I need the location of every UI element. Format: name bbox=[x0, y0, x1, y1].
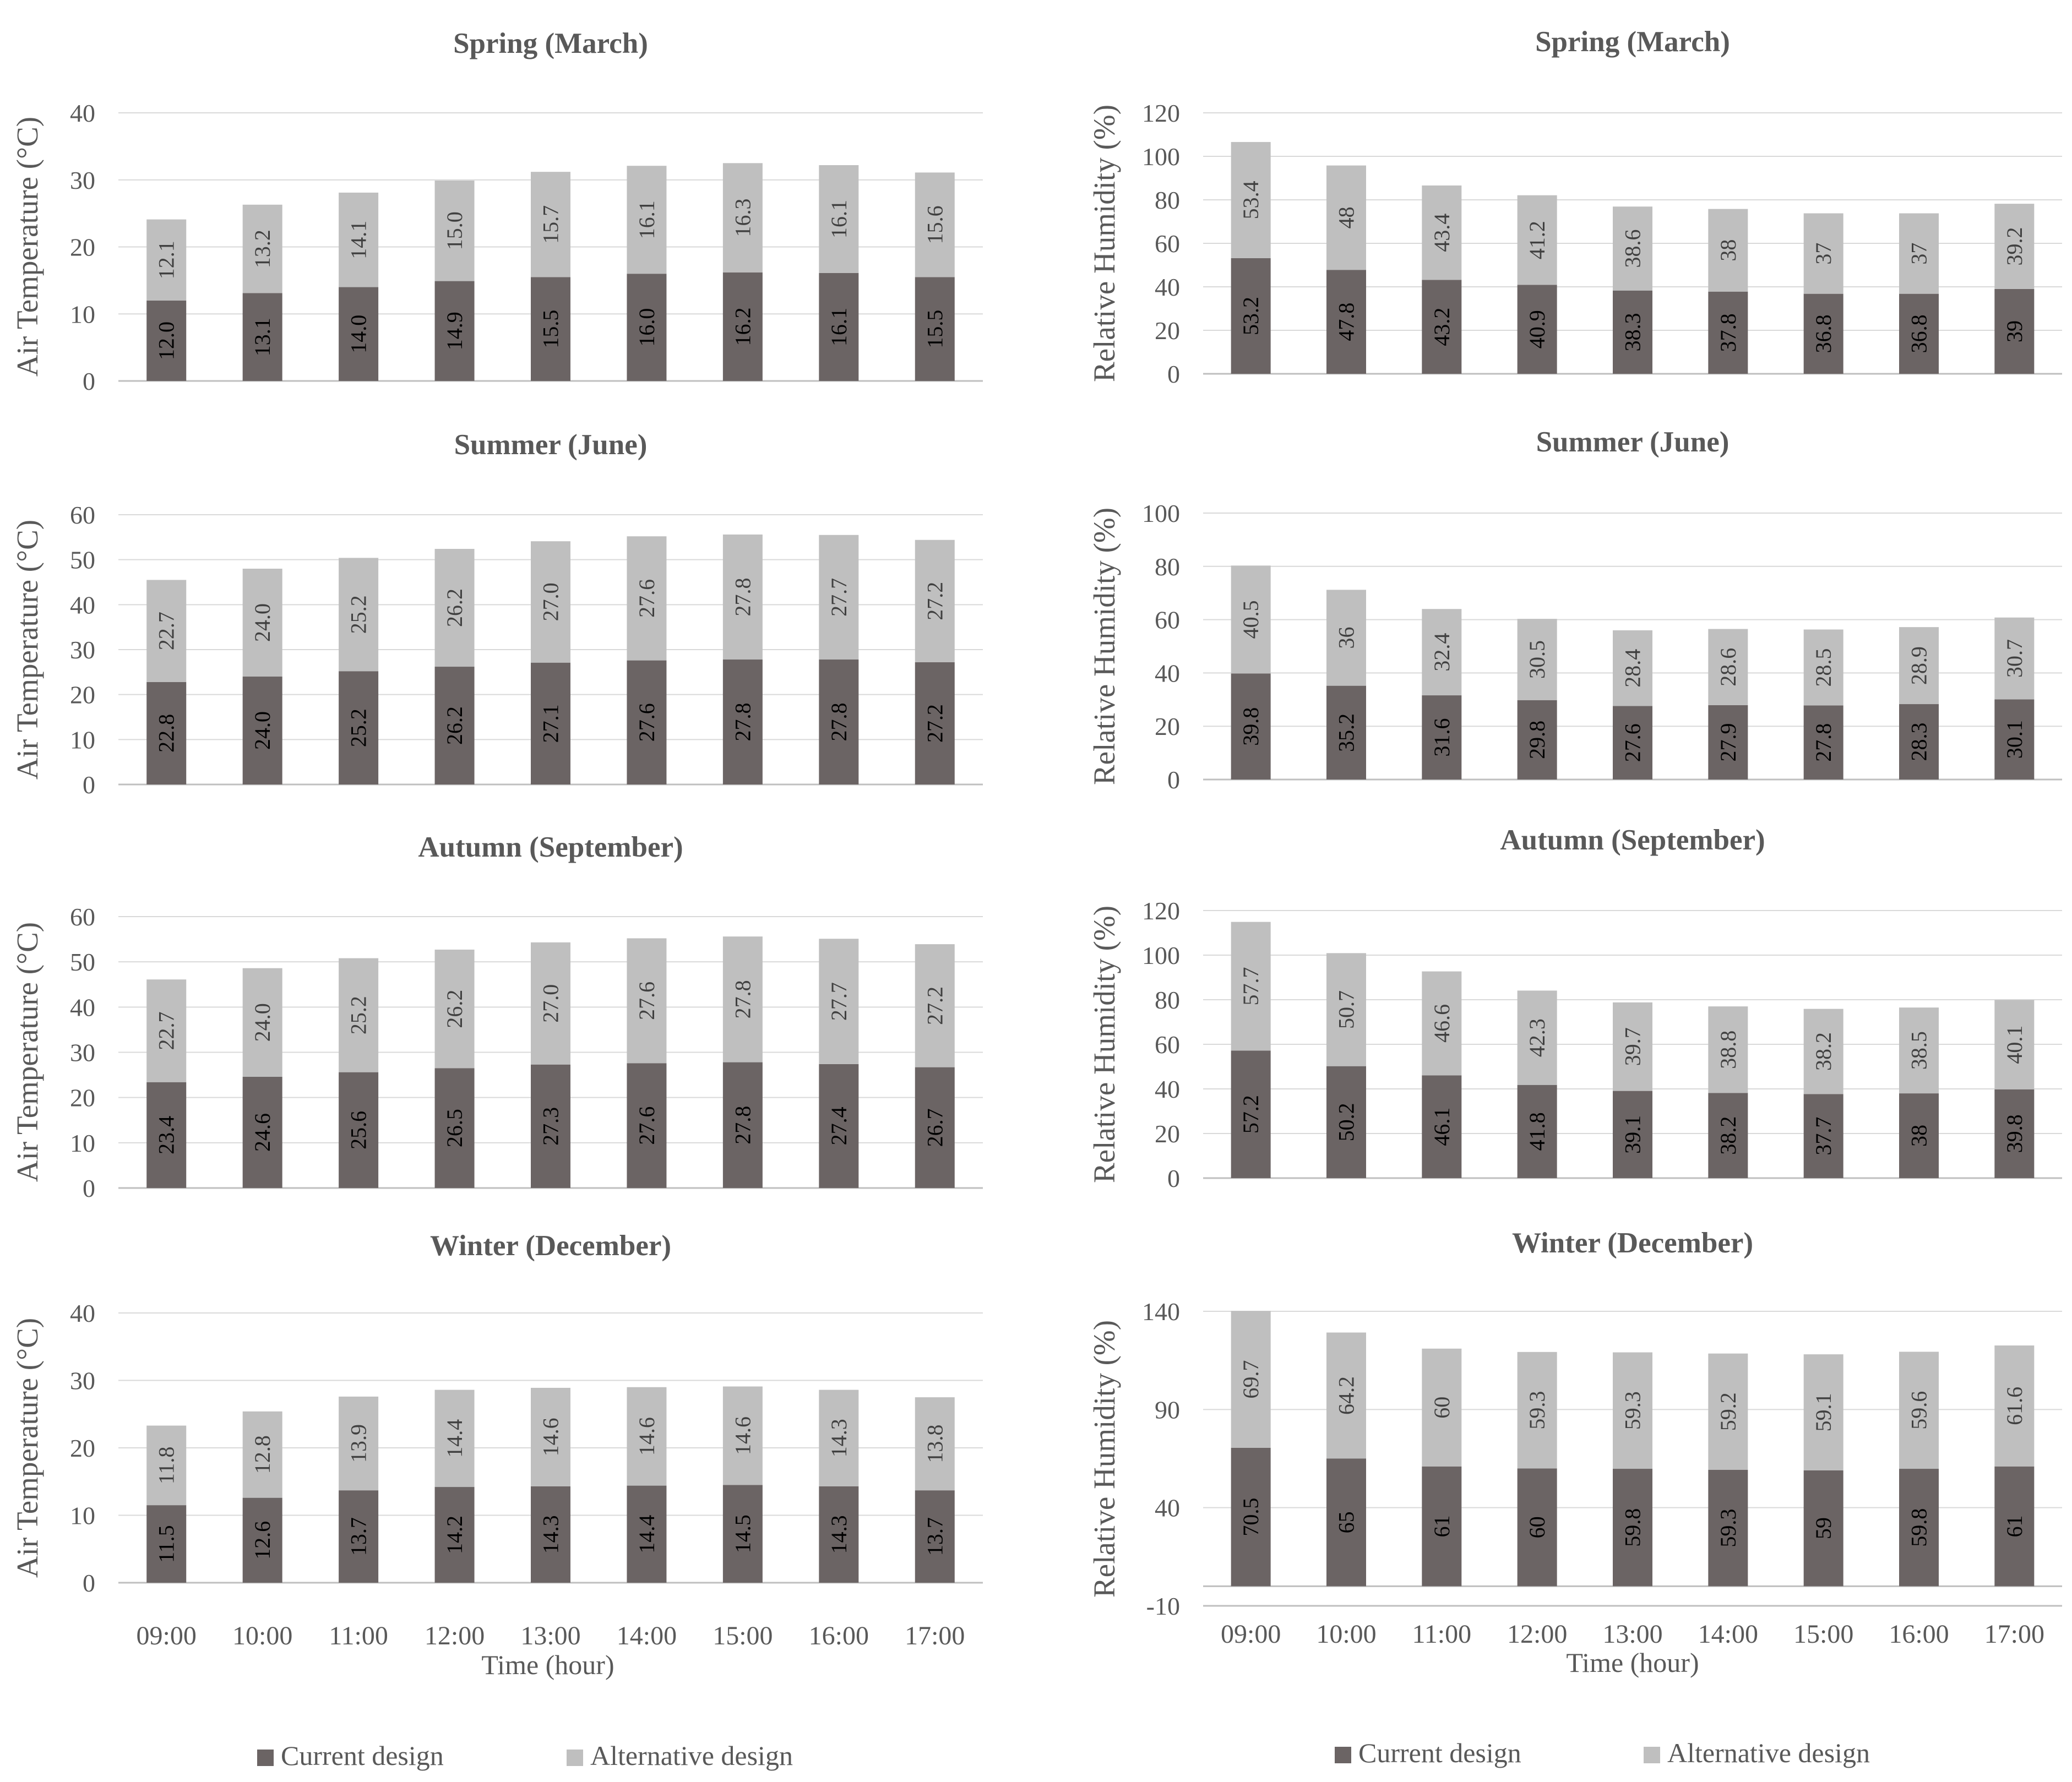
data-label-current: 30.1 bbox=[2002, 720, 2027, 759]
x-tick-label: 12:00 bbox=[1507, 1620, 1568, 1649]
y-tick-label: 40 bbox=[1155, 659, 1180, 688]
y-axis-label: Relative Humidity (%) bbox=[1087, 507, 1121, 786]
data-label-alternative: 27.2 bbox=[922, 581, 948, 620]
chart-5 bbox=[10, 831, 983, 1202]
data-label-alternative: 57.7 bbox=[1238, 967, 1264, 1006]
data-label-alternative: 13.9 bbox=[346, 1424, 371, 1463]
data-label-current: 59 bbox=[1811, 1517, 1836, 1540]
data-label-current: 47.8 bbox=[1334, 302, 1359, 341]
data-label-alternative: 22.7 bbox=[154, 1011, 179, 1050]
data-label-current: 14.3 bbox=[538, 1515, 563, 1554]
data-label-alternative: 61.6 bbox=[2002, 1386, 2027, 1425]
data-label-current: 27.9 bbox=[1715, 723, 1741, 762]
data-label-current: 14.9 bbox=[442, 312, 467, 351]
data-label-alternative: 59.1 bbox=[1811, 1393, 1836, 1432]
data-label-current: 26.7 bbox=[922, 1108, 948, 1147]
data-label-alternative: 40.1 bbox=[2002, 1025, 2027, 1064]
data-label-current: 24.6 bbox=[250, 1113, 275, 1152]
data-label-alternative: 26.2 bbox=[442, 989, 467, 1028]
y-tick-label: 40 bbox=[1155, 273, 1180, 301]
chart-title: Autumn (September) bbox=[418, 831, 683, 863]
data-label-alternative: 15.6 bbox=[922, 205, 948, 244]
x-tick-label: 17:00 bbox=[905, 1621, 965, 1650]
data-label-current: 35.2 bbox=[1334, 713, 1359, 752]
x-tick-label: 17:00 bbox=[1984, 1620, 2045, 1649]
data-label-alternative: 22.7 bbox=[154, 612, 179, 651]
data-label-current: 24.0 bbox=[250, 711, 275, 750]
data-label-current: 38 bbox=[1906, 1125, 1932, 1147]
data-label-current: 28.3 bbox=[1906, 722, 1932, 761]
y-tick-label: 20 bbox=[1155, 317, 1180, 345]
data-label-current: 26.2 bbox=[442, 706, 467, 745]
y-tick-label: 40 bbox=[1155, 1494, 1180, 1522]
legend-label-current: Current design bbox=[1358, 1737, 1521, 1768]
charts bbox=[10, 26, 2062, 1650]
legend-label-alternative: Alternative design bbox=[1667, 1737, 1870, 1768]
chart-title: Spring (March) bbox=[453, 28, 648, 59]
legend-label-alternative: Alternative design bbox=[590, 1740, 793, 1771]
data-label-current: 60 bbox=[1525, 1516, 1550, 1539]
data-label-alternative: 27.6 bbox=[634, 579, 659, 618]
chart-title: Winter (December) bbox=[429, 1230, 672, 1262]
data-label-alternative: 14.1 bbox=[346, 220, 371, 259]
data-label-alternative: 14.4 bbox=[442, 1419, 467, 1458]
data-label-alternative: 27.8 bbox=[730, 577, 755, 617]
data-label-alternative: 30.7 bbox=[2002, 639, 2027, 678]
x-tick-label: 10:00 bbox=[232, 1621, 293, 1650]
y-tick-label: 50 bbox=[70, 948, 95, 977]
data-label-alternative: 64.2 bbox=[1334, 1376, 1359, 1415]
y-tick-label: 30 bbox=[70, 166, 95, 194]
data-label-current: 27.8 bbox=[826, 702, 851, 742]
data-label-alternative: 42.3 bbox=[1525, 1018, 1550, 1058]
data-label-alternative: 24.0 bbox=[250, 603, 275, 642]
data-label-alternative: 38.6 bbox=[1620, 229, 1645, 268]
data-label-current: 27.4 bbox=[826, 1107, 851, 1146]
data-label-current: 26.5 bbox=[442, 1109, 467, 1148]
data-label-current: 13.1 bbox=[250, 318, 275, 357]
data-label-current: 27.8 bbox=[1811, 723, 1836, 762]
data-label-alternative: 13.2 bbox=[250, 230, 275, 269]
legend-swatch-current bbox=[1335, 1747, 1351, 1763]
data-label-alternative: 30.5 bbox=[1525, 640, 1550, 679]
y-tick-label: 30 bbox=[70, 636, 95, 664]
data-label-alternative: 39.2 bbox=[2002, 227, 2027, 266]
data-label-alternative: 28.9 bbox=[1906, 646, 1932, 685]
data-label-current: 27.6 bbox=[634, 703, 659, 742]
data-label-current: 59.8 bbox=[1906, 1508, 1932, 1547]
data-label-current: 14.2 bbox=[442, 1516, 467, 1555]
x-tick-label: 15:00 bbox=[713, 1621, 773, 1650]
chart-7 bbox=[10, 1230, 983, 1650]
data-label-alternative: 37 bbox=[1811, 242, 1836, 265]
x-tick-label: 16:00 bbox=[808, 1621, 869, 1650]
data-label-alternative: 12.1 bbox=[154, 241, 179, 280]
data-label-alternative: 15.7 bbox=[538, 205, 563, 244]
chart-8 bbox=[1087, 1227, 2062, 1649]
data-label-alternative: 27.7 bbox=[826, 982, 851, 1021]
data-label-alternative: 48 bbox=[1334, 206, 1359, 229]
data-label-current: 27.2 bbox=[922, 704, 948, 743]
data-label-alternative: 38.2 bbox=[1811, 1032, 1836, 1071]
data-label-current: 13.7 bbox=[346, 1517, 371, 1556]
y-tick-label: 20 bbox=[1155, 712, 1180, 741]
x-tick-label: 09:00 bbox=[1220, 1620, 1281, 1649]
data-label-alternative: 16.1 bbox=[826, 199, 851, 238]
data-label-current: 16.2 bbox=[730, 307, 755, 346]
x-tick-label: 15:00 bbox=[1793, 1620, 1854, 1649]
y-tick-label: 40 bbox=[70, 591, 95, 619]
x-tick-label: 11:00 bbox=[1412, 1620, 1472, 1649]
data-label-alternative: 59.3 bbox=[1620, 1391, 1645, 1430]
y-tick-label: 50 bbox=[70, 546, 95, 574]
y-tick-label: 40 bbox=[70, 1299, 95, 1327]
data-label-current: 15.5 bbox=[922, 309, 948, 348]
y-tick-label: 10 bbox=[70, 1129, 95, 1157]
data-label-current: 39.8 bbox=[2002, 1114, 2027, 1153]
data-label-current: 14.5 bbox=[730, 1514, 755, 1554]
data-label-alternative: 14.6 bbox=[730, 1416, 755, 1455]
y-tick-label: 30 bbox=[70, 1038, 95, 1067]
data-label-current: 27.6 bbox=[1620, 723, 1645, 762]
y-tick-label: 0 bbox=[1167, 360, 1180, 388]
data-label-current: 39.8 bbox=[1238, 707, 1264, 746]
x-tick-label: 10:00 bbox=[1316, 1620, 1377, 1649]
legend-left bbox=[257, 1740, 793, 1771]
data-label-alternative: 13.8 bbox=[922, 1424, 948, 1463]
data-label-alternative: 27.8 bbox=[730, 980, 755, 1019]
x-axis-label-left: Time (hour) bbox=[481, 1649, 614, 1680]
data-label-current: 16.0 bbox=[634, 308, 659, 347]
data-label-current: 37.7 bbox=[1811, 1116, 1836, 1156]
y-axis-label: Relative Humidity (%) bbox=[1087, 104, 1121, 383]
y-tick-label: 20 bbox=[70, 1434, 95, 1462]
y-tick-label: 60 bbox=[1155, 606, 1180, 634]
y-axis-label: Relative Humidity (%) bbox=[1087, 1320, 1121, 1598]
data-label-alternative: 38 bbox=[1715, 239, 1741, 261]
x-tick-label: 13:00 bbox=[520, 1621, 581, 1650]
data-label-current: 59.8 bbox=[1620, 1508, 1645, 1547]
y-tick-label: 0 bbox=[83, 367, 95, 395]
data-label-current: 29.8 bbox=[1525, 720, 1550, 759]
data-label-current: 13.7 bbox=[922, 1517, 948, 1556]
data-label-current: 27.3 bbox=[538, 1107, 563, 1146]
data-label-alternative: 28.5 bbox=[1811, 648, 1836, 687]
data-label-current: 27.8 bbox=[730, 1105, 755, 1145]
chart-2 bbox=[1087, 26, 2062, 388]
data-label-current: 38.3 bbox=[1620, 313, 1645, 352]
data-label-alternative: 27.6 bbox=[634, 981, 659, 1020]
y-tick-label: 30 bbox=[70, 1366, 95, 1395]
data-label-alternative: 40.5 bbox=[1238, 600, 1264, 639]
y-tick-label: 120 bbox=[1142, 99, 1180, 127]
x-tick-label: 14:00 bbox=[1698, 1620, 1759, 1649]
y-tick-label: 0 bbox=[83, 1174, 95, 1202]
data-label-current: 41.8 bbox=[1525, 1112, 1550, 1151]
data-label-current: 53.2 bbox=[1238, 296, 1264, 335]
data-label-current: 61 bbox=[1429, 1515, 1454, 1538]
data-label-alternative: 53.4 bbox=[1238, 181, 1264, 220]
y-tick-label: 60 bbox=[70, 501, 95, 529]
data-label-current: 27.1 bbox=[538, 704, 563, 743]
y-tick-label: 0 bbox=[83, 1569, 95, 1597]
data-label-alternative: 15.0 bbox=[442, 211, 467, 250]
x-tick-label: 16:00 bbox=[1889, 1620, 1949, 1649]
y-tick-label: 0 bbox=[1167, 1164, 1180, 1192]
y-tick-label: 120 bbox=[1142, 897, 1180, 925]
chart-title: Winter (December) bbox=[1511, 1227, 1754, 1259]
y-axis-label: Air Temperature (°C) bbox=[10, 922, 44, 1182]
data-label-current: 25.2 bbox=[346, 709, 371, 748]
legend-label-current: Current design bbox=[281, 1740, 444, 1771]
data-label-current: 37.8 bbox=[1715, 313, 1741, 352]
data-label-current: 36.8 bbox=[1906, 314, 1932, 353]
data-label-alternative: 26.2 bbox=[442, 588, 467, 628]
y-tick-label: 60 bbox=[70, 903, 95, 931]
y-tick-label: 20 bbox=[70, 233, 95, 261]
data-label-alternative: 41.2 bbox=[1525, 221, 1550, 260]
data-label-alternative: 27.0 bbox=[538, 582, 563, 622]
y-tick-label: 60 bbox=[1155, 230, 1180, 258]
data-label-alternative: 25.2 bbox=[346, 996, 371, 1035]
data-label-alternative: 28.4 bbox=[1620, 649, 1645, 688]
data-label-current: 38.2 bbox=[1715, 1116, 1741, 1155]
data-label-current: 36.8 bbox=[1811, 314, 1836, 353]
data-label-current: 12.6 bbox=[250, 1521, 275, 1560]
y-tick-label: 100 bbox=[1142, 499, 1180, 527]
data-label-alternative: 14.6 bbox=[538, 1418, 563, 1457]
data-label-current: 14.4 bbox=[634, 1514, 659, 1554]
data-label-alternative: 59.2 bbox=[1715, 1392, 1741, 1431]
y-tick-label: 20 bbox=[70, 1083, 95, 1112]
data-label-alternative: 32.4 bbox=[1429, 633, 1454, 672]
data-label-current: 43.2 bbox=[1429, 307, 1454, 346]
chart-title: Spring (March) bbox=[1535, 26, 1730, 58]
legend-swatch-current bbox=[257, 1750, 274, 1766]
y-axis-label: Relative Humidity (%) bbox=[1087, 905, 1121, 1184]
y-tick-label: 40 bbox=[70, 99, 95, 127]
data-label-current: 11.5 bbox=[154, 1525, 179, 1563]
y-tick-label: 40 bbox=[70, 993, 95, 1022]
y-tick-label: 20 bbox=[70, 680, 95, 709]
data-label-current: 25.6 bbox=[346, 1110, 371, 1149]
y-tick-label: 10 bbox=[70, 1501, 95, 1530]
data-label-alternative: 46.6 bbox=[1429, 1004, 1454, 1043]
chart-title: Summer (June) bbox=[454, 429, 648, 461]
data-label-alternative: 37 bbox=[1906, 242, 1932, 265]
y-tick-label: 90 bbox=[1155, 1396, 1180, 1424]
data-label-current: 61 bbox=[2002, 1515, 2027, 1538]
data-label-current: 65 bbox=[1334, 1511, 1359, 1534]
y-axis-label: Air Temperature (°C) bbox=[10, 519, 44, 780]
chart-title: Autumn (September) bbox=[1500, 824, 1765, 856]
data-label-alternative: 16.1 bbox=[634, 200, 659, 239]
y-tick-label: 10 bbox=[70, 300, 95, 329]
x-tick-label: 09:00 bbox=[136, 1621, 197, 1650]
chart-3 bbox=[10, 429, 983, 799]
chart-title: Summer (June) bbox=[1536, 426, 1730, 458]
y-tick-label: 80 bbox=[1155, 186, 1180, 214]
data-label-current: 27.8 bbox=[730, 702, 755, 742]
data-label-current: 12.0 bbox=[154, 321, 179, 360]
data-label-alternative: 16.3 bbox=[730, 198, 755, 237]
data-label-current: 22.8 bbox=[154, 713, 179, 753]
data-label-current: 27.6 bbox=[634, 1106, 659, 1145]
x-tick-label: 14:00 bbox=[616, 1621, 677, 1650]
y-axis-label: Air Temperature (°C) bbox=[10, 116, 44, 377]
data-label-current: 46.1 bbox=[1429, 1107, 1454, 1146]
data-label-current: 39.1 bbox=[1620, 1115, 1645, 1154]
data-label-alternative: 60 bbox=[1429, 1396, 1454, 1419]
y-tick-label: 140 bbox=[1142, 1298, 1180, 1326]
y-tick-label: 20 bbox=[1155, 1120, 1180, 1148]
y-tick-label: -10 bbox=[1146, 1592, 1180, 1620]
data-label-current: 39 bbox=[2002, 320, 2027, 342]
data-label-alternative: 39.7 bbox=[1620, 1027, 1645, 1066]
x-axis-label-right: Time (hour) bbox=[1566, 1647, 1699, 1678]
chart-4 bbox=[1087, 426, 2062, 794]
data-label-alternative: 59.6 bbox=[1906, 1391, 1932, 1430]
data-label-alternative: 50.7 bbox=[1334, 990, 1359, 1029]
data-label-current: 70.5 bbox=[1238, 1497, 1264, 1536]
data-label-alternative: 12.8 bbox=[250, 1435, 275, 1474]
y-tick-label: 100 bbox=[1142, 143, 1180, 171]
data-label-alternative: 24.0 bbox=[250, 1003, 275, 1042]
data-label-alternative: 36 bbox=[1334, 626, 1359, 649]
y-tick-label: 0 bbox=[83, 771, 95, 799]
data-label-alternative: 11.8 bbox=[154, 1446, 179, 1485]
y-tick-label: 0 bbox=[1167, 766, 1180, 794]
data-label-current: 14.3 bbox=[826, 1515, 851, 1554]
x-tick-label: 11:00 bbox=[329, 1621, 388, 1650]
y-tick-label: 80 bbox=[1155, 552, 1180, 581]
data-label-alternative: 25.2 bbox=[346, 595, 371, 634]
data-label-alternative: 27.0 bbox=[538, 984, 563, 1023]
chart-6 bbox=[1087, 824, 2062, 1192]
y-tick-label: 10 bbox=[70, 726, 95, 754]
data-label-alternative: 27.7 bbox=[826, 577, 851, 617]
data-label-current: 15.5 bbox=[538, 309, 563, 348]
data-label-alternative: 59.3 bbox=[1525, 1391, 1550, 1430]
data-label-alternative: 14.3 bbox=[826, 1419, 851, 1458]
x-tick-label: 12:00 bbox=[424, 1621, 485, 1650]
x-tick-label: 13:00 bbox=[1602, 1620, 1663, 1649]
data-label-alternative: 38.5 bbox=[1906, 1031, 1932, 1070]
data-label-current: 40.9 bbox=[1525, 310, 1550, 349]
y-axis-label: Air Temperature (°C) bbox=[10, 1317, 44, 1578]
data-label-current: 57.2 bbox=[1238, 1095, 1264, 1134]
data-label-current: 16.1 bbox=[826, 307, 851, 346]
data-label-current: 23.4 bbox=[154, 1115, 179, 1154]
data-label-alternative: 43.4 bbox=[1429, 213, 1454, 252]
data-label-alternative: 69.7 bbox=[1238, 1360, 1264, 1399]
legend-swatch-alternative bbox=[567, 1750, 583, 1766]
y-tick-label: 100 bbox=[1142, 941, 1180, 969]
legend-swatch-alternative bbox=[1644, 1747, 1660, 1763]
legend-right bbox=[1335, 1737, 1870, 1768]
data-label-alternative: 38.8 bbox=[1715, 1030, 1741, 1069]
data-label-alternative: 28.6 bbox=[1715, 647, 1741, 686]
data-label-current: 14.0 bbox=[346, 314, 371, 353]
data-label-alternative: 27.2 bbox=[922, 986, 948, 1025]
data-label-current: 59.3 bbox=[1715, 1508, 1741, 1547]
data-label-current: 50.2 bbox=[1334, 1103, 1359, 1142]
y-tick-label: 60 bbox=[1155, 1031, 1180, 1059]
y-tick-label: 80 bbox=[1155, 986, 1180, 1014]
y-tick-label: 40 bbox=[1155, 1075, 1180, 1103]
data-label-current: 31.6 bbox=[1429, 718, 1454, 757]
chart-1 bbox=[10, 28, 983, 395]
data-label-alternative: 14.6 bbox=[634, 1417, 659, 1456]
